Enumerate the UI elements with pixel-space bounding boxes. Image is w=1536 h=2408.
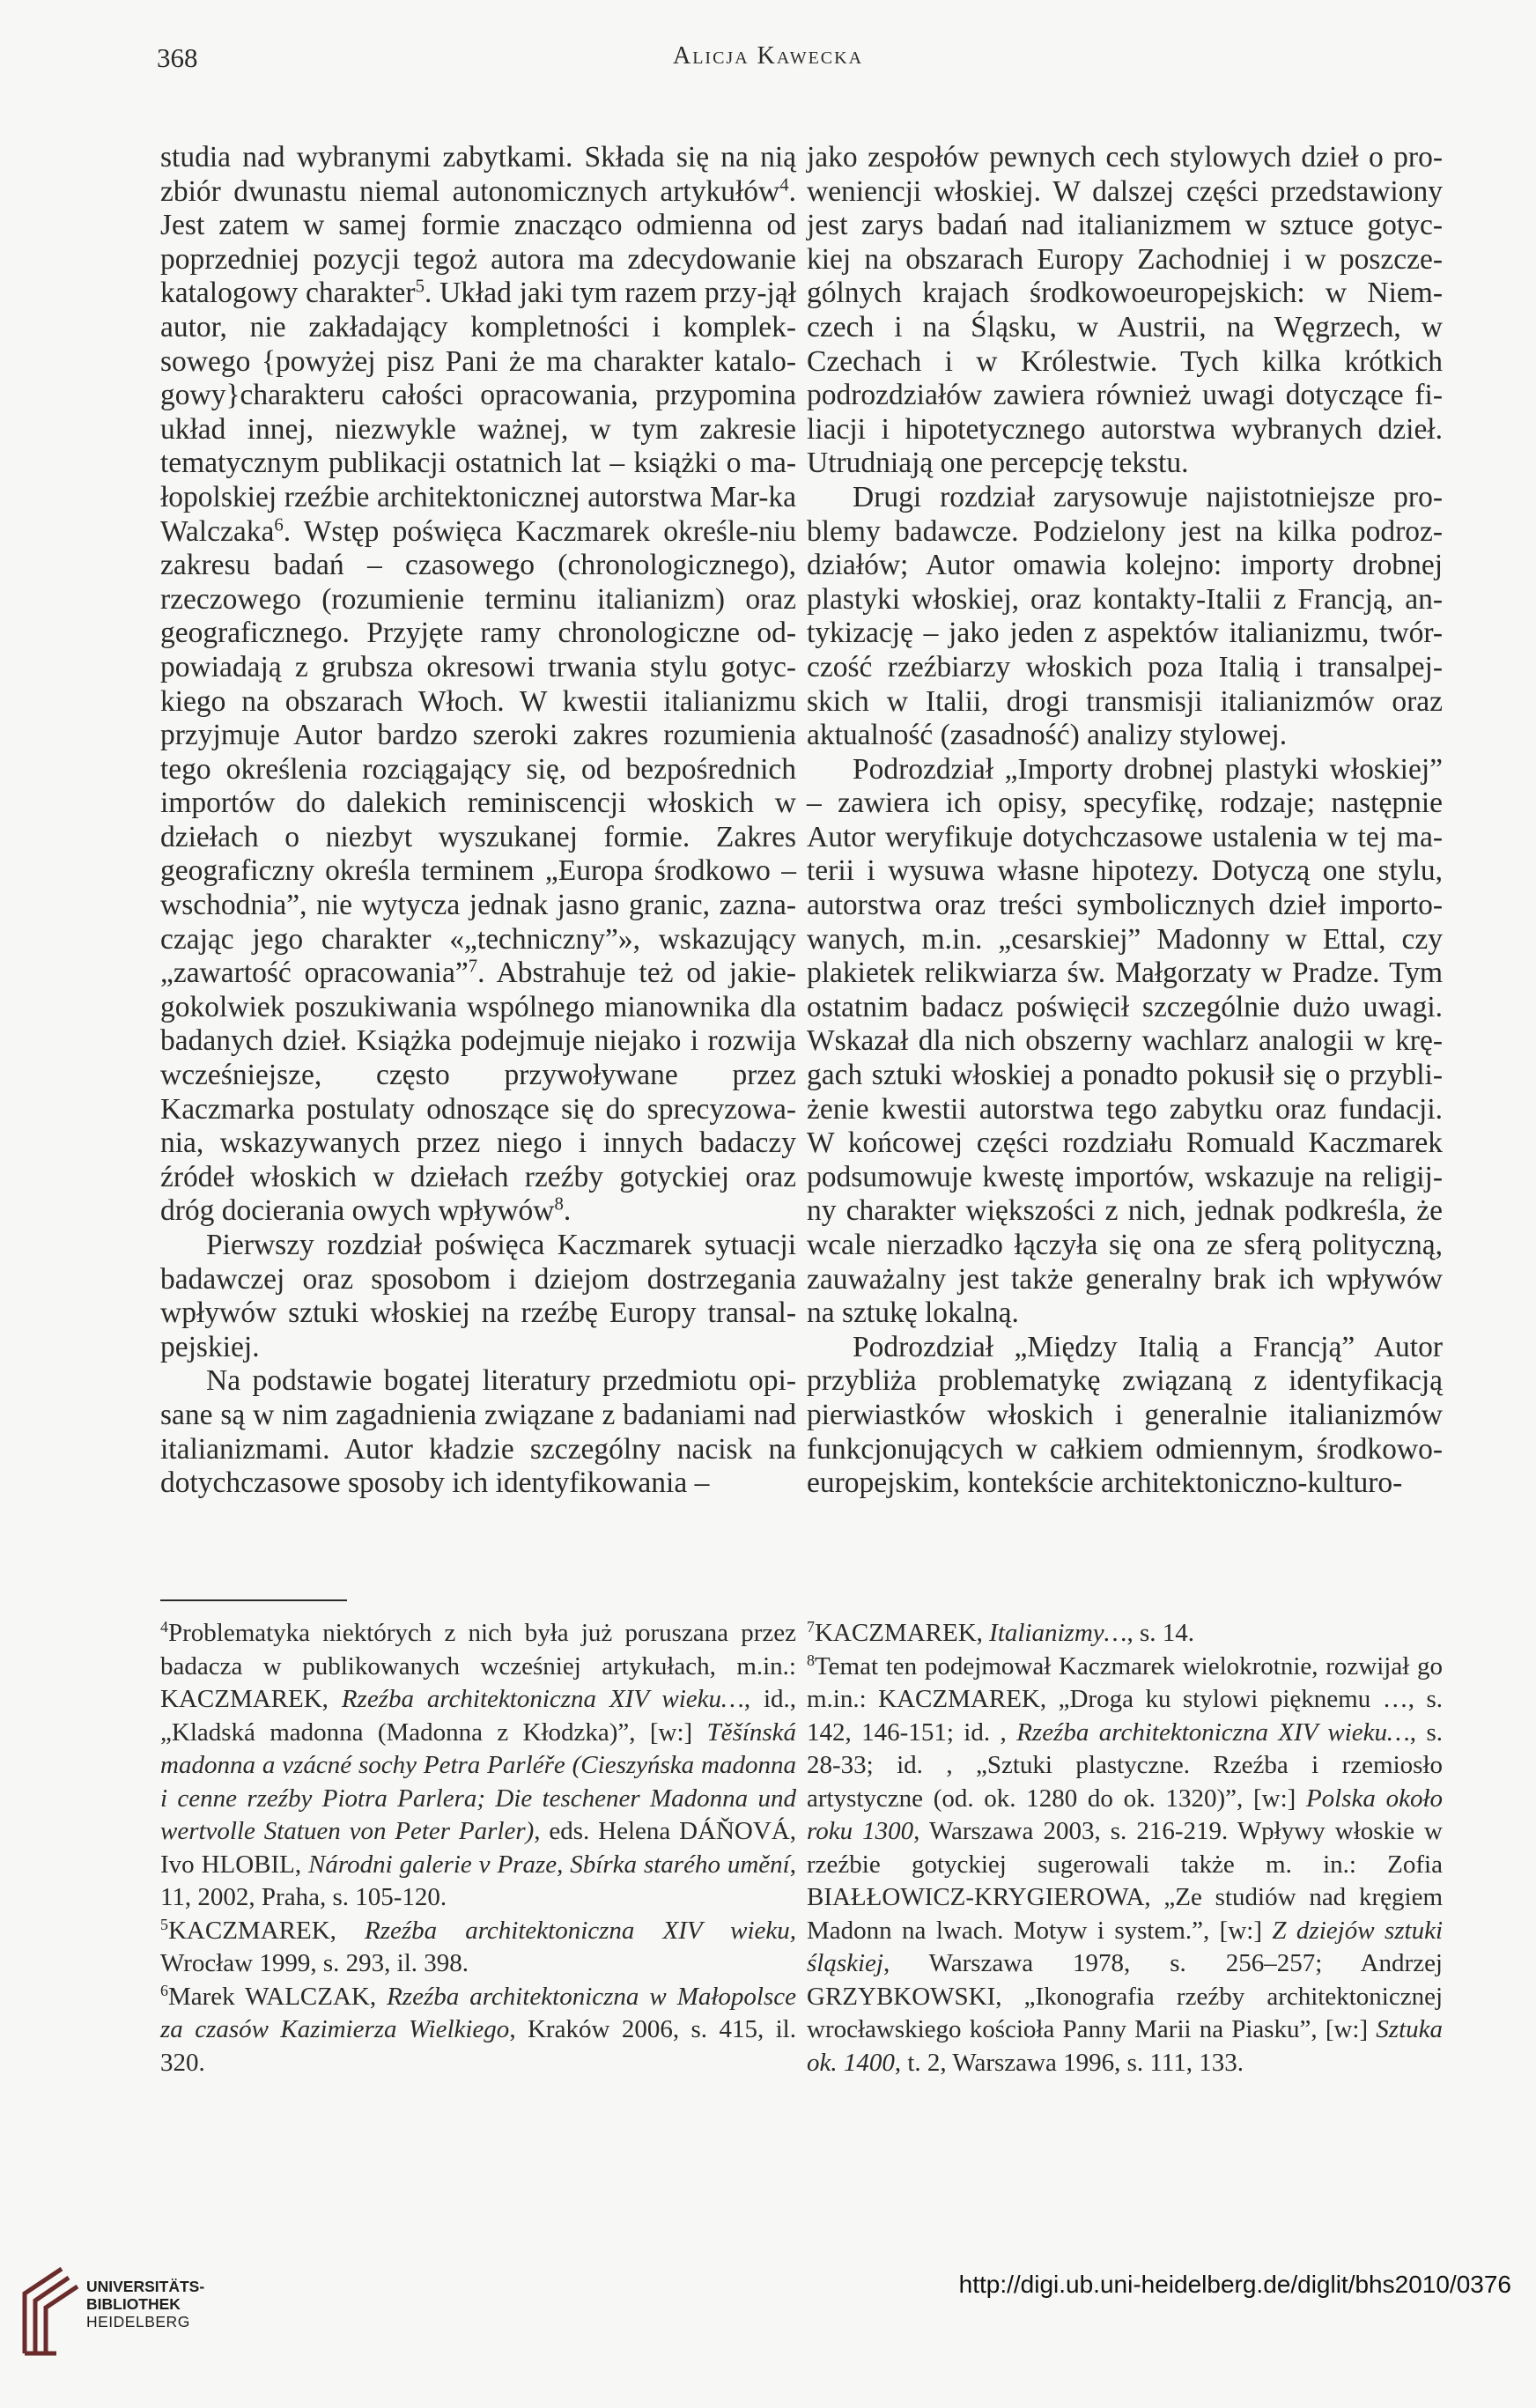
- italic-text: Italianizmy…: [989, 1619, 1127, 1647]
- text-run: , s. 14.: [1126, 1619, 1194, 1647]
- body-paragraph: [807, 481, 1443, 753]
- body-paragraph: [807, 753, 1443, 1331]
- text-run: Drugi rozdział zarysowuje najistotniejsze pro-blemy badawcze. Podzielony jest na kilka podroz-działów; Autor omawia kolejno: importy drobnej plastyki włoskiej, oraz kontakty-Italii z Francją, an-tykizację – jako jeden z aspektów italianizmu, twór-czość rzeźbiarzy włoskich poza Italią i transalpej-skich w Italii, drogi transmisji italianizmów oraz aktualność (zasadność) analizy stylowej.: [807, 480, 1443, 752]
- text-run: , t. 2, Warszawa 1996, s. 111, 133.: [894, 2048, 1244, 2077]
- body-paragraph: [807, 1331, 1443, 1501]
- text-run: . Układ jaki tym razem przy-jął autor, nie zakładający kompletności i komplek-sowego {powyżej pisz Pani że ma charakter katalo-gowy}charakteru całości opracowania, przypomina układ innej, niezwykle ważnej, w tym zakresie tematycznym publikacji ostatnich lat – książki o ma-łopolskiej rzeźbie architektonicznej autorstwa Mar-ka Walczaka: [160, 277, 797, 548]
- body-paragraph: [160, 141, 796, 1229]
- italic-text: Polska około roku 1300: [807, 1784, 1444, 1845]
- text-run: jako zespołów pewnych cech stylowych dzieł o pro-weniencji włoskiej. W dalszej części przedstawiony jest zarys badań nad italianizmem w sztuce gotyc-kiej na obszarach Europy Zachodniej i w poszcze-gólnych krajach środkowoeuropejskich: w Niem-czech i na Śląsku, w Austrii, na Węgrzech, w Czechach i w Królestwie. Tych kilka krótkich podrozdziałów zawiera również uwagi dotyczące fi-liacji i hipotetycznego autorstwa wybranych dzieł. Utrudniają one percepcję tekstu.: [807, 141, 1443, 480]
- body-paragraph: [160, 1229, 796, 1364]
- italic-text: Rzeźba architektoniczna XIV wieku…: [1016, 1717, 1410, 1747]
- footnote-number: 5: [160, 1915, 168, 1933]
- footnote: [160, 1915, 796, 1981]
- footnote: [160, 1617, 796, 1915]
- text-run: Na podstawie bogatej literatury przedmiotu opi-sane są w nim zagadnienia związane z badaniami nad italianizmami. Autor kładzie szczególny nacisk na dotychczasowe sposoby ich identyfikowania –: [160, 1364, 796, 1500]
- page-header: [0, 42, 1536, 86]
- running-head: Alicja Kawecka: [672, 42, 864, 70]
- text-run: , Warszawa 2003, s. 216-219. Wpływy włoskie w rzeźbie gotyckiej sugerowali także m. in.: Zofia BIAŁŁOWICZ-KRYGIEROWA, „Ze studiów nad kręgiem Madonn na lwach. Motyw i system.”, [w:]: [807, 1817, 1443, 1945]
- text-run: Wrocław 1999, s. 293, il. 398.: [160, 1949, 469, 1977]
- source-url[interactable]: http://digi.ub.uni-heidelberg.de/diglit/bhs2010/0376: [958, 2271, 1511, 2298]
- page-number: 368: [157, 42, 198, 73]
- footnote: [160, 1981, 796, 2080]
- footnote: [807, 1617, 1443, 1651]
- text-run: KACZMAREK,: [814, 1619, 990, 1647]
- footnote-reference: 5: [415, 276, 425, 297]
- text-run: studia nad wybranymi zabytkami. Składa się na nią zbiór dwunastu niemal autonomicznych artykułów: [160, 141, 796, 208]
- page-footer: [0, 2244, 1536, 2408]
- text-run: Pierwszy rozdział poświęca Kaczmarek sytuacji badawczej oraz sposobom i dziejom dostrzegania wpływów sztuki włoskiej na rzeźbę Europy transal-pejskiej.: [160, 1229, 796, 1363]
- footnote-number: 6: [160, 1981, 168, 1999]
- text-run: .: [563, 1194, 572, 1228]
- text-run: , id., „Kladská madonna (Madonna z Kłodzka)”, [w:]: [160, 1685, 797, 1747]
- text-run: , 11, 2002, Praha, s. 105-120.: [160, 1850, 796, 1911]
- body-paragraph: [807, 141, 1443, 481]
- text-run: Temat ten podejmował Kaczmarek wielokrotnie, rozwijał go m.in.: KACZMAREK, „Droga ku stylowi pięknemu …, s. 142, 146-151; id. ,: [807, 1651, 1443, 1747]
- italic-text: Rzeźba architektoniczna XIV wieku…: [341, 1685, 744, 1713]
- footnote-number: 4: [160, 1618, 168, 1636]
- text-run: . Jest zatem w samej formie znacząco odmienna od poprzedniej pozycji tegoż autora ma zdecydowanie katalogowy charakter: [160, 174, 796, 310]
- italic-text: Rzeźba architektoniczna XIV wieku,: [364, 1916, 797, 1945]
- text-run: . Wstęp poświęca Kaczmarek określe-niu zakresu badań – czasowego (chronologicznego), rzeczowego (rozumienie terminu italianizm) oraz geograficznego. Przyjęte ramy chronologiczne od-powiadają z grubsza okresowi trwania stylu gotyc-kiego na obszarach Włoch. W kwestii italianizmu przyjmuje Autor bardzo szeroki zakres rozumienia tego określenia rozciągający się, od bezpośrednich importów do dalekich reminiscencji włoskich w dziełach o niezbyt wyszukanej formie. Zakres geograficzny określa terminem „Europa środkowo – wschodnia”, nie wytycza jednak jasno granic, zazna-czając jego charakter «„techniczny”», wskazujący „zawartość opracowania”: [160, 514, 796, 990]
- italic-text: Národni galerie v Praze, Sbírka starého umění: [308, 1850, 790, 1879]
- footnote-number: 7: [807, 1618, 815, 1636]
- footnote-reference: 6: [274, 514, 284, 536]
- library-name-line: BIBLIOTHEK: [86, 2295, 181, 2313]
- italic-text: Těšínská madonna a vzácné sochy Petra Parléře (Cieszyńska madonna i cenne rzeźby Piotra Parlera; Die teschener Madonna und wertvolle Statuen von Peter Parler): [160, 1717, 796, 1845]
- text-run: , s. 28-33; id. , „Sztuki plastyczne. Rzeźba i rzemiosło artystyczne (od. ok. 1280 do ok. 1320)”, [w:]: [807, 1717, 1443, 1813]
- footnote-reference: 4: [779, 174, 789, 196]
- footnote-number: 8: [807, 1651, 815, 1669]
- footnote: [807, 1651, 1443, 2080]
- right-column: [807, 141, 1443, 1501]
- text-run: . Abstrahuje też od jakie-gokolwiek poszukiwania wspólnego mianownika dla badanych dzieł. Książka podejmuje niejako i rozwija wcześniejsze, często przywoływane przez Kaczmarka postulaty odnoszące się do sprecyzowa-nia, wskazywanych przez niego i innych badaczy źródeł włoskich w dziełach rzeźby gotyckiej oraz dróg docierania owych wpływów: [160, 957, 796, 1228]
- library-name-line: HEIDELBERG: [86, 2313, 190, 2330]
- italic-text: Sztuka ok. 1400: [807, 2015, 1443, 2077]
- italic-text: Z dziejów sztuki śląskiej: [807, 1916, 1444, 1977]
- text-run: Problematyka niektórych z nich była już poruszana przez badacza w publikowanych wcześniej artykułach, m.in.: KACZMAREK,: [160, 1619, 796, 1713]
- footnote-reference: 7: [468, 956, 478, 977]
- library-name-line: UNIVERSITÄTS-: [86, 2278, 205, 2295]
- text-run: KACZMAREK,: [167, 1916, 365, 1945]
- library-logo-icon: [16, 2265, 86, 2357]
- text-run: , Warszawa 1978, s. 256–257; Andrzej GRZYBKOWSKI, „Ikonografia rzeźby architektonicznej wrocławskiego kościoła Panny Marii na Piasku”, [w:]: [807, 1949, 1443, 2043]
- left-column: [160, 141, 796, 1501]
- text-run: , Kraków 2006, s. 415, il. 320.: [160, 2015, 796, 2077]
- footnote-reference: 8: [554, 1193, 564, 1215]
- footnote-separator: [160, 1599, 347, 1601]
- body-paragraph: [160, 1364, 796, 1500]
- italic-text: Rzeźba architektoniczna w Małopolsce za czasów Kazimierza Wielkiego: [160, 1982, 797, 2043]
- text-run: , eds. Helena DÁŇOVÁ, Ivo HLOBIL,: [160, 1817, 796, 1879]
- text-run: Podrozdział „Importy drobnej plastyki włoskiej” – zawiera ich opisy, specyfikę, rodzaje; następnie Autor weryfikuje dotychczasowe ustalenia w tej ma-terii i wysuwa własne hipotezy. Dotyczą one stylu, autorstwa oraz treści symbolicznych dzieł importo-wanych, m.in. „cesarskiej” Madonny w Ettal, czy plakietek relikwiarza św. Małgorzaty w Pradze. Tym ostatnim badacz poświęcił szczególnie dużo uwagi. Wskazał dla nich obszerny wachlarz analogii w krę-gach sztuki włoskiej a ponadto pokusił się o przybli-żenie kwestii autorstwa tego zabytku oraz fundacji. W końcowej części rozdziału Romuald Kaczmarek podsumowuje kwestę importów, wskazuje na religij-ny charakter większości z nich, jednak podkreśla, że wcale nierzadko łączyła się ona ze sferą polityczną, zauważalny jest także generalny brak ich wpływów na sztukę lokalną.: [807, 752, 1443, 1330]
- text-run: Podrozdział „Między Italią a Francją” Autor przybliża problematykę związaną z identyfikacją pierwiastków włoskich i generalnie italianizmów funkcjonujących w całkiem odmiennym, środkowo-europejskim, kontekście architektoniczno-kulturo-: [807, 1330, 1443, 1500]
- footnotes-left: [160, 1617, 796, 2079]
- footnotes-right: [807, 1617, 1443, 2079]
- text-run: Marek WALCZAK,: [167, 1982, 388, 2011]
- library-name: [86, 2278, 204, 2330]
